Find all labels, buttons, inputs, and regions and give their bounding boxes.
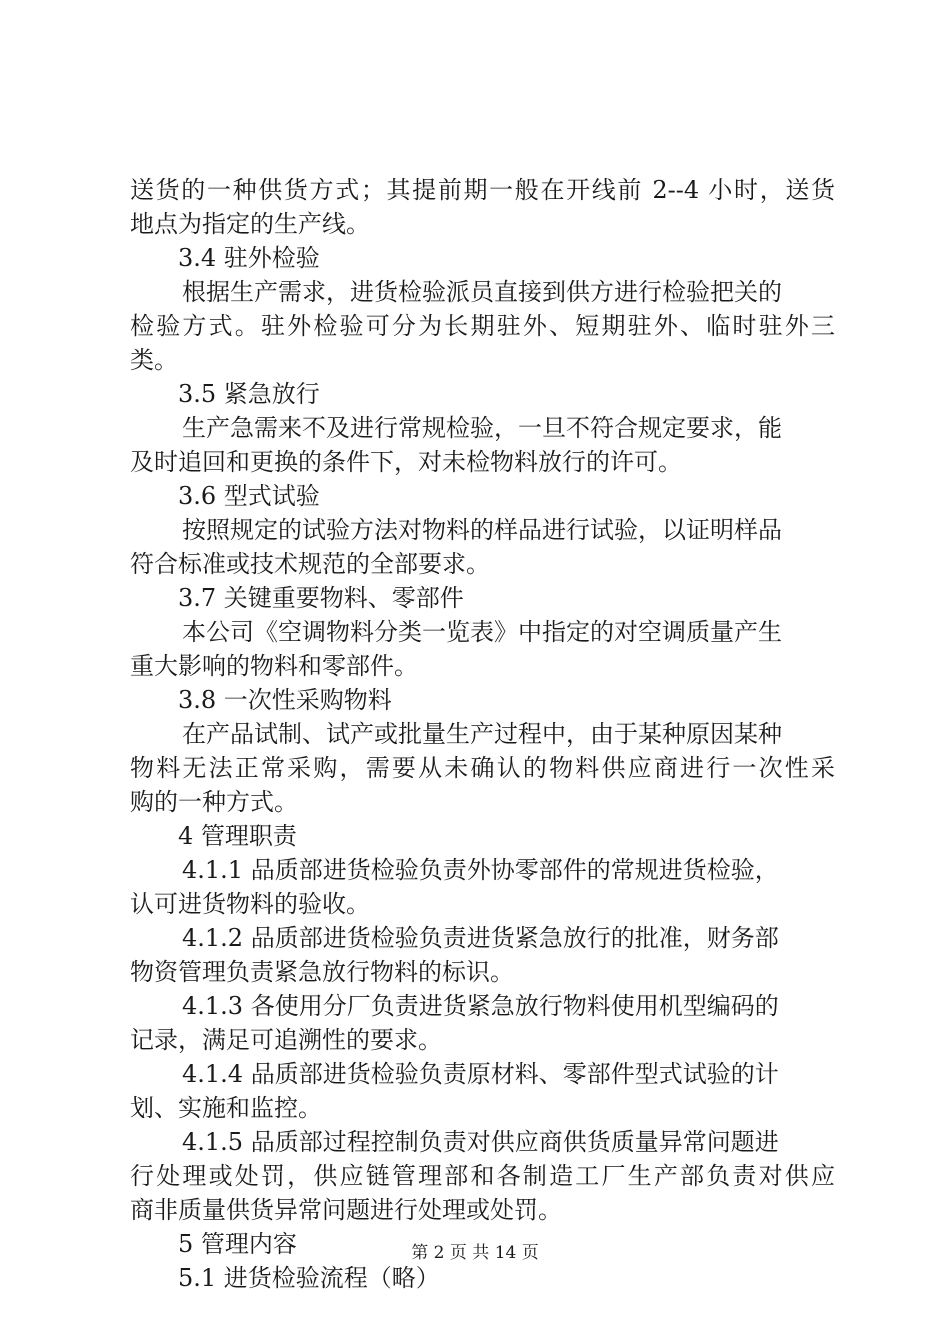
text-line: 4.1.1 品质部进货检验负责外协零部件的常规进货检验， [182,856,779,884]
section-heading: 3.4 驻外检验 [178,244,320,272]
text-line: 按照规定的试验方法对物料的样品进行试验，以证明样品 [182,516,782,544]
section-heading: 3.6 型式试验 [178,482,320,510]
text-line: 4.1.2 品质部进货检验负责进货紧急放行的批准，财务部 [182,924,779,952]
text-line: 生产急需来不及进行常规检验，一旦不符合规定要求，能 [182,414,782,442]
document-body [130,173,835,1295]
text-line: 4.1.5 品质部过程控制负责对供应商供货质量异常问题进 [182,1128,779,1156]
page-footer: 第 2 页 共 14 页 [411,1243,539,1263]
text-line: 在产品试制、试产或批量生产过程中，由于某种原因某种 [182,720,782,748]
text-line: 行处理或处罚，供应链管理部和各制造工厂生产部负责对供应 [130,1162,835,1190]
text-line: 购的一种方式。 [130,788,298,816]
text-line: 认可进货物料的验收。 [130,890,370,918]
text-line: 检验方式。驻外检验可分为长期驻外、短期驻外、临时驻外三 [130,312,835,340]
text-line: 类。 [130,346,178,374]
text-line: 重大影响的物料和零部件。 [130,652,418,680]
section-heading: 5.1 进货检验流程（略） [178,1264,440,1292]
text-line: 物料无法正常采购，需要从未确认的物料供应商进行一次性采 [130,754,835,782]
text-line: 记录，满足可追溯性的要求。 [130,1026,442,1054]
text-line: 地点为指定的生产线。 [130,210,370,238]
section-heading: 5 管理内容 [178,1230,297,1258]
text-line: 划、实施和监控。 [130,1094,322,1122]
section-heading: 4 管理职责 [178,822,297,850]
text-line: 符合标准或技术规范的全部要求。 [130,550,490,578]
text-line: 物资管理负责紧急放行物料的标识。 [130,958,514,986]
text-line: 送货的一种供货方式；其提前期一般在开线前 2--4 小时，送货 [130,176,835,204]
section-heading: 3.8 一次性采购物料 [178,686,392,714]
text-line: 根据生产需求，进货检验派员直接到供方进行检验把关的 [182,278,782,306]
section-heading: 3.5 紧急放行 [178,380,320,408]
text-line: 本公司《空调物料分类一览表》中指定的对空调质量产生 [182,618,782,646]
section-heading: 3.7 关键重要物料、零部件 [178,584,464,612]
text-line: 4.1.4 品质部进货检验负责原材料、零部件型式试验的计 [182,1060,779,1088]
text-line: 4.1.3 各使用分厂负责进货紧急放行物料使用机型编码的 [182,992,779,1020]
text-line: 及时追回和更换的条件下，对未检物料放行的许可。 [130,448,682,476]
text-line: 商非质量供货异常问题进行处理或处罚。 [130,1196,562,1224]
